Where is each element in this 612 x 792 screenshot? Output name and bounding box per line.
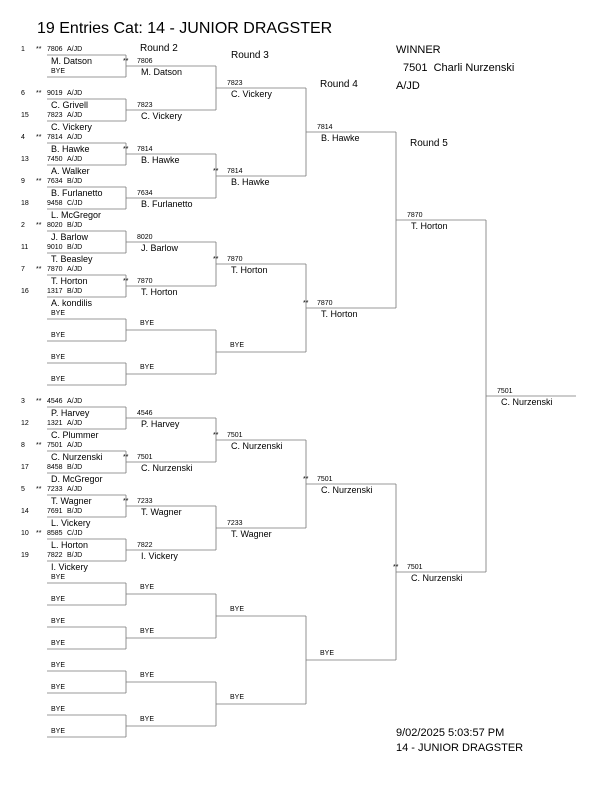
bye-label: BYE bbox=[51, 728, 66, 735]
bye-label: BYE bbox=[51, 310, 66, 317]
bye-label: BYE bbox=[140, 584, 155, 591]
car-class: B/JD bbox=[67, 288, 83, 295]
seed-stars: ** bbox=[36, 442, 42, 449]
racer-name: B. Hawke bbox=[51, 144, 90, 154]
racer-name: A. kondilis bbox=[51, 298, 93, 308]
seed-number: 14 bbox=[21, 508, 29, 515]
racer-name: T. Horton bbox=[411, 221, 448, 231]
racer-name: D. McGregor bbox=[51, 474, 103, 484]
car-number: 7822 bbox=[47, 552, 63, 559]
seed-number: 7 bbox=[21, 266, 25, 273]
car-number: 7870 bbox=[47, 266, 63, 273]
winner-class: A/JD bbox=[396, 80, 420, 92]
car-number: 7822 bbox=[137, 542, 153, 549]
car-number: 7870 bbox=[137, 278, 153, 285]
car-number: 7823 bbox=[227, 80, 243, 87]
car-number: 7233 bbox=[137, 498, 153, 505]
racer-name: C. Nurzenski bbox=[501, 397, 553, 407]
seed-stars: ** bbox=[36, 398, 42, 405]
bye-label: BYE bbox=[230, 694, 245, 701]
bye-label: BYE bbox=[140, 716, 155, 723]
car-class: A/JD bbox=[67, 112, 83, 119]
car-number: 1317 bbox=[47, 288, 63, 295]
seed-number: 5 bbox=[21, 486, 25, 493]
winner-number: 7501 bbox=[403, 62, 428, 74]
car-number: 1321 bbox=[47, 420, 63, 427]
seed-stars: ** bbox=[36, 134, 42, 141]
car-class: B/JD bbox=[67, 222, 83, 229]
seed-number: 13 bbox=[21, 156, 29, 163]
bye-label: BYE bbox=[140, 364, 155, 371]
seed-stars: ** bbox=[123, 278, 129, 285]
bye-label: BYE bbox=[51, 354, 66, 361]
racer-name: C. Nurzenski bbox=[231, 441, 283, 451]
bye-label: BYE bbox=[140, 320, 155, 327]
racer-name: T. Wagner bbox=[231, 529, 272, 539]
bye-label: BYE bbox=[51, 662, 66, 669]
racer-name: J. Barlow bbox=[51, 232, 89, 242]
bye-label: BYE bbox=[51, 618, 66, 625]
racer-name: C. Vickery bbox=[231, 89, 272, 99]
car-class: A/JD bbox=[67, 46, 83, 53]
seed-number: 15 bbox=[21, 112, 29, 119]
car-number: 7814 bbox=[47, 134, 63, 141]
racer-name: T. Horton bbox=[51, 276, 88, 286]
seed-number: 17 bbox=[21, 464, 29, 471]
seed-number: 4 bbox=[21, 134, 25, 141]
seed-number: 2 bbox=[21, 222, 25, 229]
seed-number: 9 bbox=[21, 178, 25, 185]
bye-label: BYE bbox=[51, 596, 66, 603]
racer-name: L. McGregor bbox=[51, 210, 102, 220]
seed-stars: ** bbox=[303, 476, 309, 483]
car-number: 7450 bbox=[47, 156, 63, 163]
seed-stars: ** bbox=[123, 146, 129, 153]
car-class: A/JD bbox=[67, 266, 83, 273]
car-number: 8585 bbox=[47, 530, 63, 537]
bye-label: BYE bbox=[320, 650, 335, 657]
car-number: 7870 bbox=[227, 256, 243, 263]
seed-number: 16 bbox=[21, 288, 29, 295]
seed-number: 1 bbox=[21, 46, 25, 53]
car-number: 7870 bbox=[407, 212, 423, 219]
winner-label: WINNER bbox=[396, 44, 441, 56]
seed-stars: ** bbox=[213, 168, 219, 175]
round-5-label: Round 5 bbox=[410, 138, 448, 149]
racer-name: C. Plummer bbox=[51, 430, 99, 440]
footer-timestamp: 9/02/2025 5:03:57 PM bbox=[396, 727, 505, 739]
seed-stars: ** bbox=[36, 222, 42, 229]
bye-label: BYE bbox=[51, 574, 66, 581]
seed-number: 6 bbox=[21, 90, 25, 97]
seed-stars: ** bbox=[36, 266, 42, 273]
seed-stars: ** bbox=[393, 564, 399, 571]
car-number: 7806 bbox=[47, 46, 63, 53]
car-number: 4546 bbox=[47, 398, 63, 405]
seed-number: 11 bbox=[21, 244, 29, 251]
car-number: 7823 bbox=[47, 112, 63, 119]
racer-name: C. Vickery bbox=[51, 122, 92, 132]
bye-label: BYE bbox=[51, 68, 66, 75]
racer-name: T. Wagner bbox=[141, 507, 182, 517]
seed-stars: ** bbox=[123, 498, 129, 505]
car-number: 7501 bbox=[227, 432, 243, 439]
car-number: 9019 bbox=[47, 90, 63, 97]
racer-name: L. Vickery bbox=[51, 518, 91, 528]
car-class: B/JD bbox=[67, 244, 83, 251]
car-number: 7814 bbox=[227, 168, 243, 175]
racer-name: T. Horton bbox=[231, 265, 268, 275]
car-number: 4546 bbox=[137, 410, 153, 417]
car-number: 7501 bbox=[47, 442, 63, 449]
seed-stars: ** bbox=[36, 178, 42, 185]
seed-stars: ** bbox=[36, 486, 42, 493]
seed-stars: ** bbox=[123, 58, 129, 65]
bye-label: BYE bbox=[51, 684, 66, 691]
car-number: 8020 bbox=[47, 222, 63, 229]
round-4-label: Round 4 bbox=[320, 79, 358, 90]
car-number: 7501 bbox=[497, 388, 513, 395]
bye-label: BYE bbox=[230, 606, 245, 613]
bye-label: BYE bbox=[51, 640, 66, 647]
car-class: A/JD bbox=[67, 156, 83, 163]
seed-number: 8 bbox=[21, 442, 25, 449]
racer-name: L. Horton bbox=[51, 540, 89, 550]
racer-name: B. Hawke bbox=[141, 155, 180, 165]
seed-number: 18 bbox=[21, 200, 29, 207]
racer-name: A. Walker bbox=[51, 166, 90, 176]
racer-name: I. Vickery bbox=[51, 562, 88, 572]
car-number: 7501 bbox=[407, 564, 423, 571]
car-number: 7823 bbox=[137, 102, 153, 109]
racer-name: C. Grivell bbox=[51, 100, 89, 110]
racer-name: C. Vickery bbox=[141, 111, 182, 121]
car-number: 7814 bbox=[317, 124, 333, 131]
racer-name: M. Datson bbox=[51, 56, 93, 66]
racer-name: B. Furlanetto bbox=[51, 188, 103, 198]
seed-stars: ** bbox=[303, 300, 309, 307]
racer-name: C. Nurzenski bbox=[141, 463, 193, 473]
car-class: B/JD bbox=[67, 508, 83, 515]
car-number: 7501 bbox=[137, 454, 153, 461]
bye-label: BYE bbox=[230, 342, 245, 349]
car-class: A/JD bbox=[67, 398, 83, 405]
seed-stars: ** bbox=[123, 454, 129, 461]
car-class: C/JD bbox=[67, 200, 83, 207]
bye-label: BYE bbox=[140, 628, 155, 635]
car-number: 9010 bbox=[47, 244, 63, 251]
car-class: B/JD bbox=[67, 178, 83, 185]
racer-name: T. Beasley bbox=[51, 254, 93, 264]
page-title: 19 Entries Cat: 14 - JUNIOR DRAGSTER bbox=[37, 20, 333, 37]
footer-category: 14 - JUNIOR DRAGSTER bbox=[396, 742, 524, 754]
racer-name: C. Nurzenski bbox=[321, 485, 373, 495]
racer-name: B. Hawke bbox=[321, 133, 360, 143]
car-class: A/JD bbox=[67, 134, 83, 141]
seed-stars: ** bbox=[36, 530, 42, 537]
car-class: A/JD bbox=[67, 442, 83, 449]
bye-label: BYE bbox=[51, 706, 66, 713]
car-number: 7233 bbox=[227, 520, 243, 527]
car-class: B/JD bbox=[67, 552, 83, 559]
bye-label: BYE bbox=[140, 672, 155, 679]
car-number: 8020 bbox=[137, 234, 153, 241]
racer-name: P. Harvey bbox=[51, 408, 90, 418]
car-number: 7870 bbox=[317, 300, 333, 307]
racer-name: J. Barlow bbox=[141, 243, 179, 253]
car-class: A/JD bbox=[67, 486, 83, 493]
bye-label: BYE bbox=[51, 332, 66, 339]
car-class: B/JD bbox=[67, 464, 83, 471]
racer-name: M. Datson bbox=[141, 67, 183, 77]
car-number: 7634 bbox=[47, 178, 63, 185]
car-number: 7634 bbox=[137, 190, 153, 197]
seed-number: 12 bbox=[21, 420, 29, 427]
seed-number: 19 bbox=[21, 552, 29, 559]
car-number: 7691 bbox=[47, 508, 63, 515]
bye-label: BYE bbox=[51, 376, 66, 383]
car-number: 8458 bbox=[47, 464, 63, 471]
round-2-label: Round 2 bbox=[140, 43, 178, 54]
racer-name: T. Wagner bbox=[51, 496, 92, 506]
racer-name: I. Vickery bbox=[141, 551, 178, 561]
racer-name: T. Horton bbox=[321, 309, 358, 319]
car-class: A/JD bbox=[67, 420, 83, 427]
racer-name: T. Horton bbox=[141, 287, 178, 297]
racer-name: C. Nurzenski bbox=[411, 573, 463, 583]
car-number: 7233 bbox=[47, 486, 63, 493]
car-class: A/JD bbox=[67, 90, 83, 97]
racer-name: B. Hawke bbox=[231, 177, 270, 187]
car-number: 7501 bbox=[317, 476, 333, 483]
seed-stars: ** bbox=[213, 432, 219, 439]
seed-stars: ** bbox=[213, 256, 219, 263]
racer-name: B. Furlanetto bbox=[141, 199, 193, 209]
car-number: 7806 bbox=[137, 58, 153, 65]
seed-number: 10 bbox=[21, 530, 29, 537]
seed-stars: ** bbox=[36, 46, 42, 53]
seed-number: 3 bbox=[21, 398, 25, 405]
seed-stars: ** bbox=[36, 90, 42, 97]
car-class: C/JD bbox=[67, 530, 83, 537]
round-3-label: Round 3 bbox=[231, 50, 269, 61]
car-number: 7814 bbox=[137, 146, 153, 153]
car-number: 9458 bbox=[47, 200, 63, 207]
winner-name: Charli Nurzenski bbox=[433, 62, 515, 74]
racer-name: P. Harvey bbox=[141, 419, 180, 429]
racer-name: C. Nurzenski bbox=[51, 452, 103, 462]
